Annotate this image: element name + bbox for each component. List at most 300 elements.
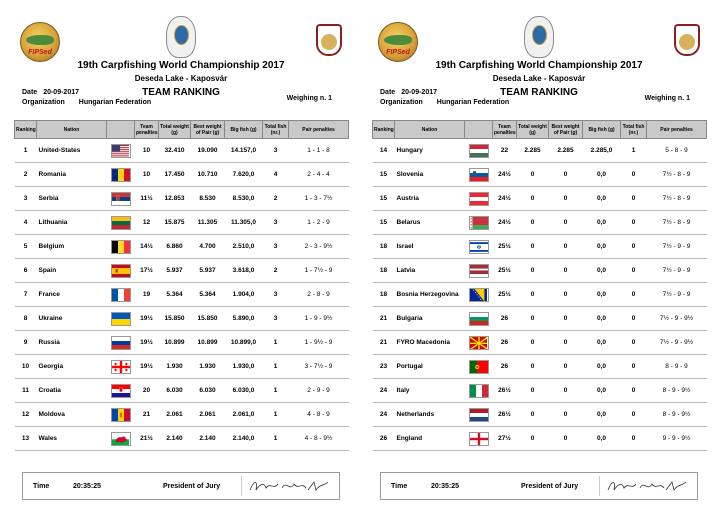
table-header-row [373, 121, 707, 139]
team-penalties-cell: 21 [135, 403, 159, 427]
table-row [15, 331, 349, 355]
table-row [15, 427, 349, 451]
flag-rs-icon [111, 192, 131, 206]
column-header: Team penalties [135, 121, 159, 139]
rank-cell: 4 [15, 211, 37, 235]
column-header: Total weight (g) [517, 121, 549, 139]
jury-label: President of Jury [521, 483, 579, 490]
total-fish-cell: 1 [621, 139, 647, 163]
total-fish-cell: 0 [621, 355, 647, 379]
nation-cell: Croatia [37, 379, 107, 403]
team-penalties-cell: 25½ [493, 283, 517, 307]
pair-penalties-cell: 2 - 8 - 9 [289, 283, 349, 307]
pair-penalties-cell: 1 - 9 - 9½ [289, 307, 349, 331]
emblem-icon [174, 25, 189, 45]
total-weight-cell: 17.450 [159, 163, 191, 187]
total-fish-cell: 0 [621, 331, 647, 355]
nation-cell: Ukraine [37, 307, 107, 331]
flag-ge-icon [111, 360, 131, 374]
rank-cell: 23 [373, 355, 395, 379]
big-fish-cell: 0,0 [583, 403, 621, 427]
table-row [15, 355, 349, 379]
best-pair-weight-cell: 0 [549, 259, 583, 283]
total-weight-cell: 0 [517, 307, 549, 331]
flag-ru-icon [111, 336, 131, 350]
nation-cell: Israel [395, 235, 465, 259]
pair-penalties-cell: 7½ - 8 - 9 [647, 187, 707, 211]
organization-label: Organization [22, 99, 65, 106]
total-weight-cell: 6.030 [159, 379, 191, 403]
total-weight-cell: 0 [517, 187, 549, 211]
table-row [373, 163, 707, 187]
best-pair-weight-cell: 10.899 [191, 331, 225, 355]
rank-cell: 12 [15, 403, 37, 427]
total-fish-cell: 1 [263, 331, 289, 355]
total-weight-cell: 6.860 [159, 235, 191, 259]
team-penalties-cell: 26 [493, 331, 517, 355]
big-fish-cell: 7.620,0 [225, 163, 263, 187]
flag-hu-icon [469, 144, 489, 158]
column-header: Team penalties [493, 121, 517, 139]
best-pair-weight-cell: 0 [549, 331, 583, 355]
big-fish-cell: 3.618,0 [225, 259, 263, 283]
flag-bg-icon [469, 312, 489, 326]
team-penalties-cell: 26½ [493, 403, 517, 427]
best-pair-weight-cell: 2.061 [191, 403, 225, 427]
team-penalties-cell: 25½ [493, 259, 517, 283]
total-fish-cell: 0 [621, 427, 647, 451]
big-fish-cell: 6.030,0 [225, 379, 263, 403]
big-fish-cell: 0,0 [583, 379, 621, 403]
nation-cell: Romania [37, 163, 107, 187]
table-row [15, 211, 349, 235]
table-row [373, 187, 707, 211]
nation-cell: Austria [395, 187, 465, 211]
best-pair-weight-cell: 19.090 [191, 139, 225, 163]
pair-penalties-cell: 7½ - 9 - 9 [647, 235, 707, 259]
team-penalties-cell: 27½ [493, 427, 517, 451]
total-fish-cell: 0 [621, 379, 647, 403]
total-weight-cell: 12.853 [159, 187, 191, 211]
column-header [107, 121, 135, 139]
pair-penalties-cell: 8 - 9 - 9½ [647, 403, 707, 427]
best-pair-weight-cell: 8.530 [191, 187, 225, 211]
pair-penalties-cell: 8 - 9 - 9 [647, 355, 707, 379]
pair-penalties-cell: 7½ - 8 - 9 [647, 163, 707, 187]
flag-cell [107, 259, 135, 283]
crest-icon [321, 34, 337, 50]
table-row [15, 259, 349, 283]
pair-penalties-cell: 8 - 9 - 9½ [647, 379, 707, 403]
rank-cell: 10 [15, 355, 37, 379]
nation-cell: Serbia [37, 187, 107, 211]
pair-penalties-cell: 7½ - 8 - 9 [647, 211, 707, 235]
column-header: Total fish (nr.) [621, 121, 647, 139]
rank-cell: 15 [373, 163, 395, 187]
total-fish-cell: 3 [263, 211, 289, 235]
table-row [373, 259, 707, 283]
fish-icon [384, 35, 412, 45]
total-weight-cell: 2.285 [517, 139, 549, 163]
total-fish-cell: 3 [263, 307, 289, 331]
pair-penalties-cell: 5 - 8 - 9 [647, 139, 707, 163]
best-pair-weight-cell: 0 [549, 163, 583, 187]
rank-cell: 7 [15, 283, 37, 307]
total-weight-cell: 32.410 [159, 139, 191, 163]
date-value: 20-09-2017 [401, 89, 437, 96]
rank-cell: 18 [373, 283, 395, 307]
nation-cell: United-States [37, 139, 107, 163]
time-value: 20:35:25 [431, 483, 460, 490]
pair-penalties-cell: 4 - 8 - 9 [289, 403, 349, 427]
big-fish-cell: 0,0 [583, 163, 621, 187]
total-fish-cell: 0 [621, 259, 647, 283]
total-weight-cell: 2.140 [159, 427, 191, 451]
weighing-number: Weighing n. 1 [644, 95, 690, 102]
flag-cell [107, 211, 135, 235]
flag-lv-icon [469, 264, 489, 278]
flag-cell [465, 403, 493, 427]
team-penalties-cell: 11½ [135, 187, 159, 211]
table-header-row [15, 121, 349, 139]
total-fish-cell: 1 [263, 427, 289, 451]
organization-line [380, 99, 509, 106]
total-fish-cell: 0 [621, 235, 647, 259]
rank-cell: 14 [373, 139, 395, 163]
pair-penalties-cell: 4 - 8 - 9½ [289, 427, 349, 451]
flag-us-icon [111, 144, 131, 158]
jury-label: President of Jury [163, 483, 221, 490]
flag-cell [107, 331, 135, 355]
fipsed-logo [20, 22, 60, 62]
pair-penalties-cell: 9 - 9 - 9½ [647, 427, 707, 451]
table-row [373, 139, 707, 163]
team-penalties-cell: 22 [493, 139, 517, 163]
flag-cell [465, 427, 493, 451]
big-fish-cell: 14.157,0 [225, 139, 263, 163]
flag-cell [465, 139, 493, 163]
big-fish-cell: 0,0 [583, 283, 621, 307]
best-pair-weight-cell: 6.030 [191, 379, 225, 403]
total-fish-cell: 0 [621, 187, 647, 211]
pair-penalties-cell: 1 - 2 - 9 [289, 211, 349, 235]
column-header: Total fish (nr.) [263, 121, 289, 139]
team-penalties-cell: 17½ [135, 259, 159, 283]
nation-cell: Hungary [395, 139, 465, 163]
table-row [15, 163, 349, 187]
column-header: Ranking [373, 121, 395, 139]
best-pair-weight-cell: 0 [549, 403, 583, 427]
pair-penalties-cell: 2 - 4 - 4 [289, 163, 349, 187]
venue-subtitle: Deseda Lake - Kaposvár [492, 74, 586, 83]
total-weight-cell: 0 [517, 403, 549, 427]
big-fish-cell: 10.899,0 [225, 331, 263, 355]
table-row [15, 307, 349, 331]
rank-cell: 13 [15, 427, 37, 451]
ranking-table [372, 120, 707, 451]
total-weight-cell: 0 [517, 283, 549, 307]
best-pair-weight-cell: 0 [549, 307, 583, 331]
fipsed-logo-text: FIPSed [386, 49, 410, 56]
big-fish-cell: 0,0 [583, 211, 621, 235]
table-row [15, 403, 349, 427]
rank-cell: 9 [15, 331, 37, 355]
flag-cell [107, 355, 135, 379]
federation-crest [674, 24, 700, 56]
flag-cell [465, 307, 493, 331]
table-row [15, 235, 349, 259]
ranking-sheet-right [366, 8, 712, 496]
big-fish-cell: 1.930,0 [225, 355, 263, 379]
pair-penalties-cell: 1 - 1 - 8 [289, 139, 349, 163]
total-fish-cell: 3 [263, 235, 289, 259]
team-penalties-cell: 24½ [493, 163, 517, 187]
total-weight-cell: 15.850 [159, 307, 191, 331]
team-penalties-cell: 26 [493, 307, 517, 331]
pair-penalties-cell: 7½ - 9 - 9½ [647, 331, 707, 355]
organization-value: Hungarian Federation [78, 99, 152, 106]
nation-cell: Russia [37, 331, 107, 355]
flag-cell [107, 307, 135, 331]
flag-mk-icon [469, 336, 489, 350]
big-fish-cell: 11.305,0 [225, 211, 263, 235]
column-header: Nation [395, 121, 465, 139]
flag-en-icon [469, 432, 489, 446]
flag-cell [465, 259, 493, 283]
total-fish-cell: 0 [621, 283, 647, 307]
big-fish-cell: 0,0 [583, 259, 621, 283]
table-row [373, 355, 707, 379]
column-header: Nation [37, 121, 107, 139]
column-header: Big fish (g) [583, 121, 621, 139]
pair-penalties-cell: 1 - 3 - 7½ [289, 187, 349, 211]
column-header [465, 121, 493, 139]
team-penalties-cell: 10 [135, 163, 159, 187]
team-penalties-cell: 20 [135, 379, 159, 403]
organization-line [22, 99, 151, 106]
organization-label: Organization [380, 99, 423, 106]
flag-ro-icon [111, 168, 131, 182]
fipsed-logo [378, 22, 418, 62]
rank-cell: 1 [15, 139, 37, 163]
best-pair-weight-cell: 0 [549, 379, 583, 403]
flag-cell [107, 283, 135, 307]
big-fish-cell: 1.904,0 [225, 283, 263, 307]
total-fish-cell: 0 [621, 307, 647, 331]
rank-cell: 15 [373, 211, 395, 235]
column-header: Total weight (g) [159, 121, 191, 139]
table-row [15, 283, 349, 307]
total-fish-cell: 0 [621, 211, 647, 235]
rank-cell: 18 [373, 259, 395, 283]
best-pair-weight-cell: 5.364 [191, 283, 225, 307]
team-ranking-heading: TEAM RANKING [142, 87, 220, 98]
total-fish-cell: 4 [263, 163, 289, 187]
column-header: Best weight of Pair (g) [549, 121, 583, 139]
flag-cell [465, 331, 493, 355]
flag-cell [465, 187, 493, 211]
table-row [373, 427, 707, 451]
big-fish-cell: 2.285,0 [583, 139, 621, 163]
table-row [373, 235, 707, 259]
table-row [373, 379, 707, 403]
pair-penalties-cell: 7½ - 9 - 9 [647, 283, 707, 307]
total-weight-cell: 15.875 [159, 211, 191, 235]
rank-cell: 21 [373, 307, 395, 331]
column-header: Ranking [15, 121, 37, 139]
total-weight-cell: 0 [517, 235, 549, 259]
total-weight-cell: 0 [517, 355, 549, 379]
fipsed-logo-text: FIPSed [28, 49, 52, 56]
team-penalties-cell: 14½ [135, 235, 159, 259]
time-label: Time [391, 483, 408, 490]
pair-penalties-cell: 2 - 9 - 9 [289, 379, 349, 403]
best-pair-weight-cell: 10.710 [191, 163, 225, 187]
total-fish-cell: 2 [263, 259, 289, 283]
nation-cell: Italy [395, 379, 465, 403]
team-penalties-cell: 24½ [493, 187, 517, 211]
big-fish-cell: 5.890,0 [225, 307, 263, 331]
column-header: Big fish (g) [225, 121, 263, 139]
team-penalties-cell: 26 [493, 355, 517, 379]
total-weight-cell: 0 [517, 331, 549, 355]
rank-cell: 5 [15, 235, 37, 259]
big-fish-cell: 0,0 [583, 331, 621, 355]
best-pair-weight-cell: 0 [549, 187, 583, 211]
pair-penalties-cell: 3 - 7½ - 9 [289, 355, 349, 379]
total-fish-cell: 3 [263, 139, 289, 163]
flag-pt-icon [469, 360, 489, 374]
flag-es-icon [111, 264, 131, 278]
rank-cell: 15 [373, 187, 395, 211]
total-weight-cell: 1.930 [159, 355, 191, 379]
date-label: Date [22, 89, 38, 96]
rank-cell: 3 [15, 187, 37, 211]
flag-cell [465, 211, 493, 235]
total-weight-cell: 0 [517, 379, 549, 403]
pair-penalties-cell: 7½ - 9 - 9½ [647, 307, 707, 331]
team-penalties-cell: 25½ [493, 235, 517, 259]
team-penalties-cell: 19½ [135, 355, 159, 379]
rank-cell: 26 [373, 427, 395, 451]
table-row [373, 403, 707, 427]
jury-signature [599, 476, 695, 496]
time-value: 20:35:25 [73, 483, 102, 490]
total-fish-cell: 0 [621, 163, 647, 187]
flag-cell [107, 235, 135, 259]
flag-ba-icon [469, 288, 489, 302]
flag-cell [465, 355, 493, 379]
nation-cell: Portugal [395, 355, 465, 379]
flag-cell [465, 379, 493, 403]
total-weight-cell: 0 [517, 259, 549, 283]
total-weight-cell: 2.061 [159, 403, 191, 427]
total-fish-cell: 2 [263, 187, 289, 211]
championship-emblem [166, 16, 196, 58]
flag-cell [465, 235, 493, 259]
nation-cell: Bulgaria [395, 307, 465, 331]
big-fish-cell: 0,0 [583, 355, 621, 379]
big-fish-cell: 0,0 [583, 235, 621, 259]
time-label: Time [33, 483, 50, 490]
federation-crest [316, 24, 342, 56]
total-fish-cell: 3 [263, 283, 289, 307]
flag-cell [107, 163, 135, 187]
best-pair-weight-cell: 0 [549, 235, 583, 259]
date-label: Date [380, 89, 396, 96]
best-pair-weight-cell: 5.937 [191, 259, 225, 283]
jury-footer [380, 472, 698, 500]
flag-lt-icon [111, 216, 131, 230]
flag-cell [107, 139, 135, 163]
big-fish-cell: 2.140,0 [225, 427, 263, 451]
venue-subtitle: Deseda Lake - Kaposvár [134, 74, 228, 83]
table-row [373, 307, 707, 331]
big-fish-cell: 8.530,0 [225, 187, 263, 211]
nation-cell: Moldova [37, 403, 107, 427]
best-pair-weight-cell: 15.850 [191, 307, 225, 331]
flag-cell [107, 427, 135, 451]
ranking-table [14, 120, 349, 451]
best-pair-weight-cell: 4.700 [191, 235, 225, 259]
flag-si-icon [469, 168, 489, 182]
column-header: Pair penalties [647, 121, 707, 139]
flag-hr-icon [111, 384, 131, 398]
pair-penalties-cell: 1 - 7½ - 9 [289, 259, 349, 283]
flag-cell [107, 403, 135, 427]
nation-cell: FYRO Macedonia [395, 331, 465, 355]
team-penalties-cell: 24½ [493, 211, 517, 235]
nation-cell: Netherlands [395, 403, 465, 427]
table-row [15, 379, 349, 403]
pair-penalties-cell: 2 - 3 - 9½ [289, 235, 349, 259]
total-fish-cell: 1 [263, 379, 289, 403]
flag-fr-icon [111, 288, 131, 302]
flag-cell [465, 283, 493, 307]
total-weight-cell: 0 [517, 211, 549, 235]
flag-wales-icon [111, 432, 131, 446]
nation-cell: Slovenia [395, 163, 465, 187]
rank-cell: 6 [15, 259, 37, 283]
nation-cell: Latvia [395, 259, 465, 283]
flag-il-icon [469, 240, 489, 254]
rank-cell: 24 [373, 379, 395, 403]
best-pair-weight-cell: 11.305 [191, 211, 225, 235]
weighing-number: Weighing n. 1 [286, 95, 332, 102]
team-penalties-cell: 21½ [135, 427, 159, 451]
nation-cell: Bosnia Herzegovina [395, 283, 465, 307]
best-pair-weight-cell: 0 [549, 211, 583, 235]
team-penalties-cell: 19½ [135, 331, 159, 355]
nation-cell: England [395, 427, 465, 451]
flag-be-icon [111, 240, 131, 254]
total-fish-cell: 1 [263, 403, 289, 427]
rank-cell: 21 [373, 331, 395, 355]
rank-cell: 8 [15, 307, 37, 331]
team-penalties-cell: 10 [135, 139, 159, 163]
best-pair-weight-cell: 1.930 [191, 355, 225, 379]
big-fish-cell: 0,0 [583, 307, 621, 331]
table-row [15, 139, 349, 163]
rank-cell: 11 [15, 379, 37, 403]
table-row [15, 187, 349, 211]
crest-icon [679, 34, 695, 50]
championship-title: 19th Carpfishing World Championship 2017 [77, 60, 285, 71]
nation-cell: Georgia [37, 355, 107, 379]
total-weight-cell: 0 [517, 163, 549, 187]
emblem-icon [532, 25, 547, 45]
total-weight-cell: 10.899 [159, 331, 191, 355]
